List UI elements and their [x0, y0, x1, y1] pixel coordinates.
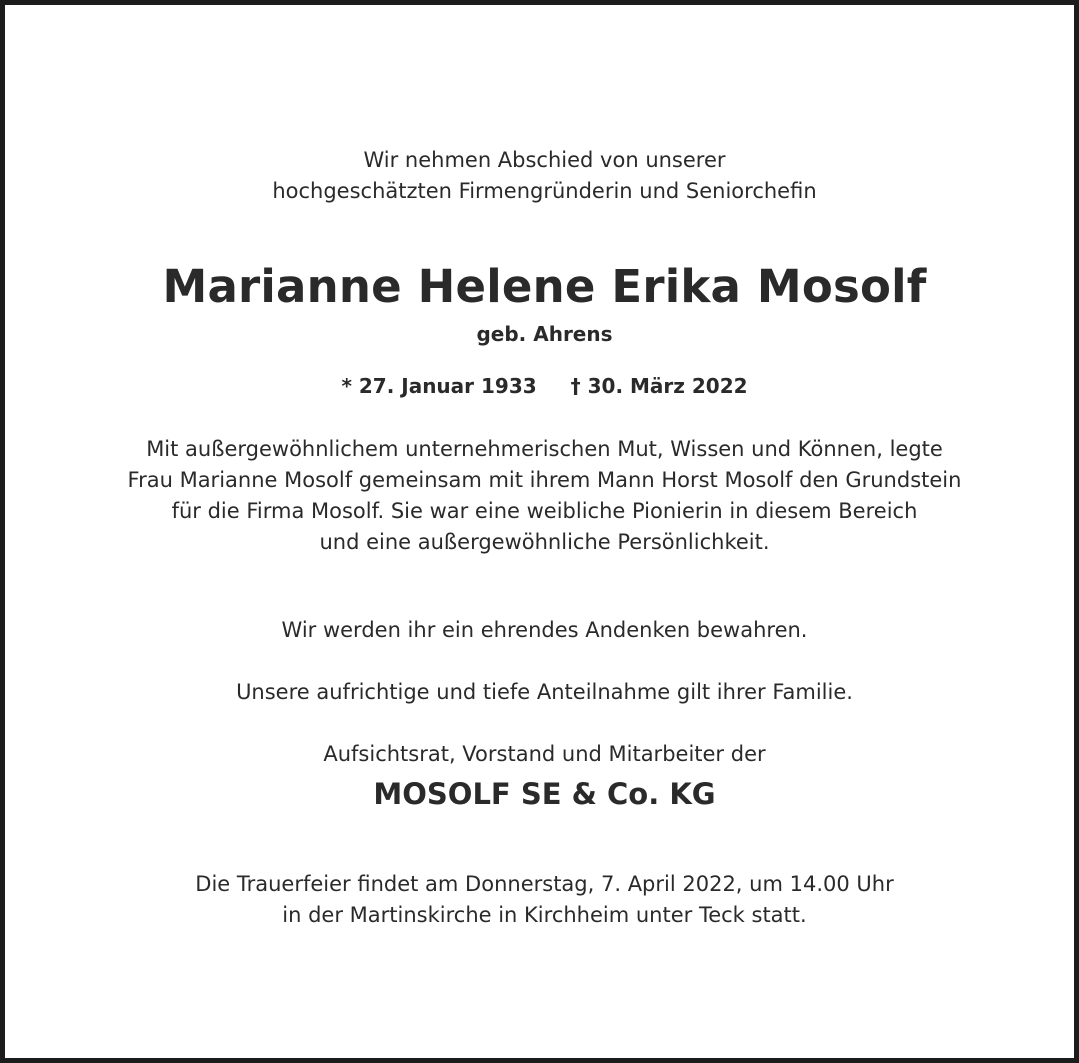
intro-line-1: Wir nehmen Abschied von unserer: [363, 148, 726, 172]
company-name: MOSOLF SE & Co. KG: [373, 777, 716, 811]
intro-line-2: hochgeschätzten Firmengründerin und Seniorchefin: [272, 179, 817, 203]
life-dates: [5, 371, 1079, 401]
tribute-line-1: Mit außergewöhnlichem unternehmerischen Mut, Wissen und Können, legte: [146, 437, 943, 461]
maiden-name: geb. Ahrens: [476, 322, 613, 346]
deceased-name: Marianne Helene Erika Mosolf: [162, 260, 927, 313]
death-date: † 30. März 2022: [570, 374, 748, 398]
funeral-line-2: in der Martinskirche in Kirchheim unter Teck statt.: [282, 903, 807, 927]
remembrance-text: Wir werden ihr ein ehrendes Andenken bewahren.: [281, 618, 808, 642]
condolence-text: Unsere aufrichtige und tiefe Anteilnahme gilt ihrer Familie.: [236, 680, 853, 704]
tribute-line-3: für die Firma Mosolf. Sie war eine weibliche Pionierin in diesem Bereich: [171, 499, 918, 523]
signatories-text: Aufsichtsrat, Vorstand und Mitarbeiter der: [323, 742, 766, 766]
birth-date: * 27. Januar 1933: [341, 374, 537, 398]
tribute-line-2: Frau Marianne Mosolf gemeinsam mit ihrem Mann Horst Mosolf den Grundstein: [127, 468, 962, 492]
tribute-line-4: und eine außergewöhnliche Persönlichkeit.: [319, 530, 770, 554]
funeral-line-1: Die Trauerfeier findet am Donnerstag, 7. April 2022, um 14.00 Uhr: [195, 872, 894, 896]
